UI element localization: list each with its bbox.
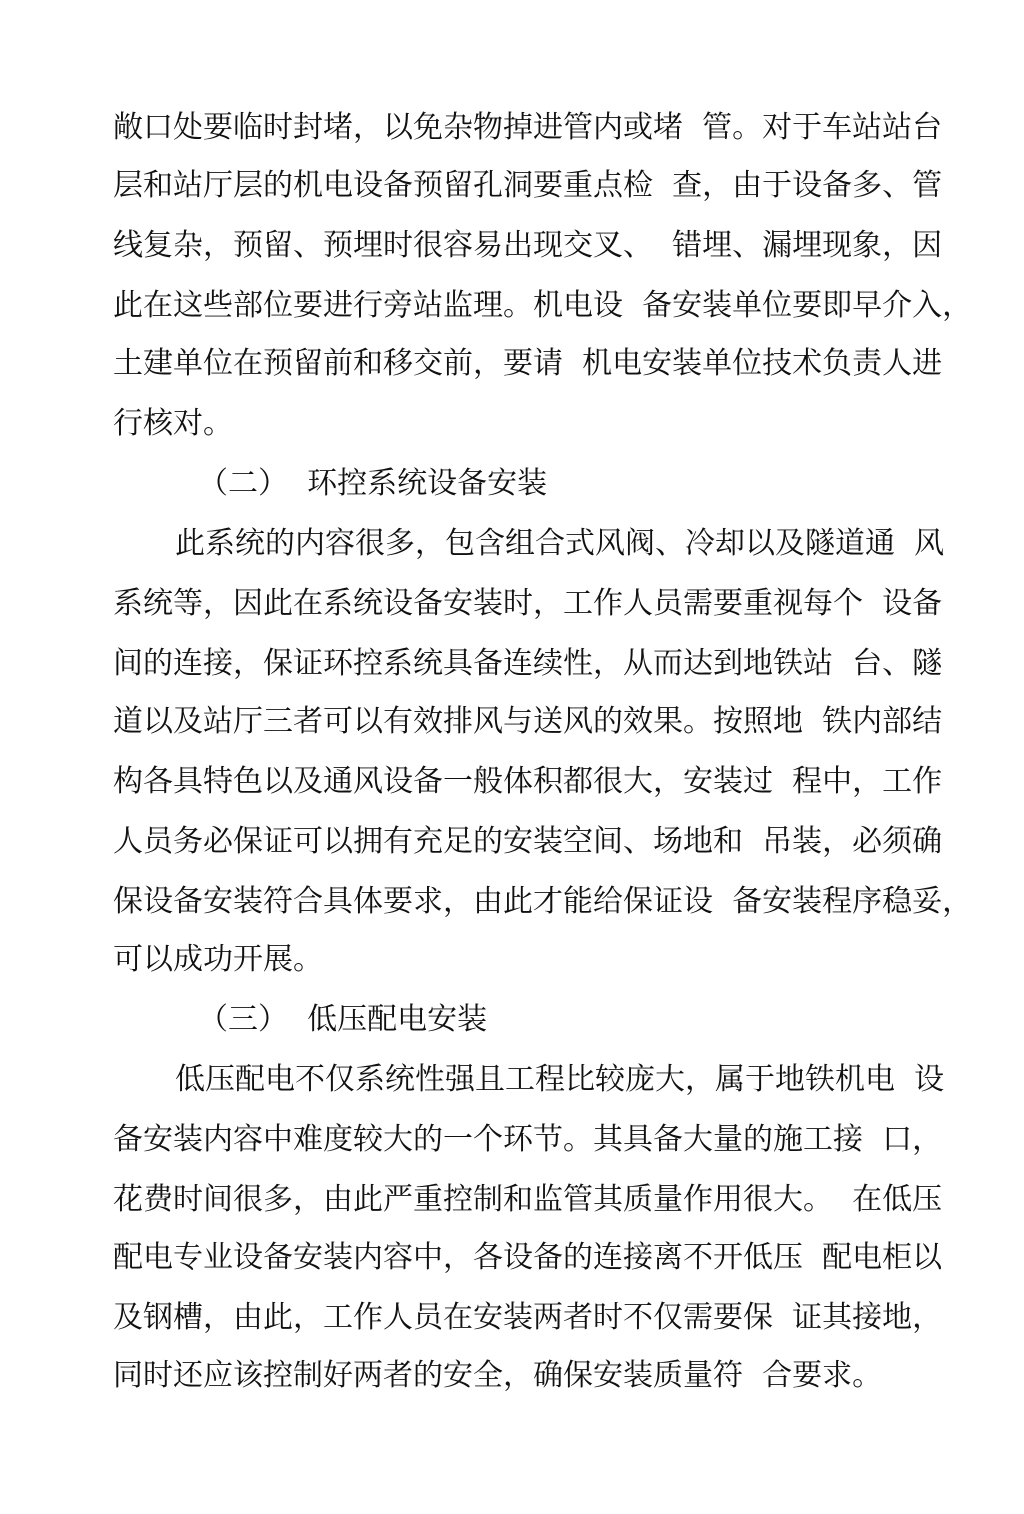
text-line-15: 可以成功开展。 [113,942,323,977]
section-heading-2: （二） 环控系统设备安装 [198,466,548,501]
text-line-10: 间的连接，保证环控系统具备连续性，从而达到地铁站 台、隧 [113,646,943,681]
text-line-17: 低压配电不仅系统性强且工程比较庞大，属于地铁机电 设 [175,1062,945,1097]
text-line-21: 及钢槽，由此，工作人员在安装两者时不仅需要保 证其接地， [113,1300,943,1335]
text-line-20: 配电专业设备安装内容中，各设备的连接离不开低压 配电柜以 [113,1240,943,1275]
text-line-11: 道以及站厅三者可以有效排风与送风的效果。按照地 铁内部结 [113,704,943,739]
text-line-5: 土建单位在预留前和移交前，要请 机电安装单位技术负责人进 [113,346,943,381]
text-line-9: 系统等，因此在系统设备安装时，工作人员需要重视每个 设备 [113,586,943,621]
text-line-13: 人员务必保证可以拥有充足的安装空间、场地和 吊装，必须确 [113,824,943,859]
text-line-4: 此在这些部位要进行旁站监理。机电设 备安装单位要即早介入， [113,288,973,323]
text-line-2: 层和站厅层的机电设备预留孔洞要重点检 查，由于设备多、管 [113,168,943,203]
text-line-3: 线复杂，预留、预埋时很容易出现交叉、 错埋、漏埋现象，因 [113,228,943,263]
text-line-22: 同时还应该控制好两者的安全，确保安装质量符 合要求。 [113,1358,883,1393]
section-heading-3: （三） 低压配电安装 [198,1002,488,1037]
text-line-6: 行核对。 [113,406,233,441]
text-line-8: 此系统的内容很多，包含组合式风阀、冷却以及隧道通 风 [175,526,945,561]
text-line-14: 保设备安装符合具体要求，由此才能给保证设 备安装程序稳妥， [113,884,973,919]
text-line-19: 花费时间很多，由此严重控制和监管其质量作用很大。 在低压 [113,1182,943,1217]
text-line-18: 备安装内容中难度较大的一个环节。其具备大量的施工接 口， [113,1122,943,1157]
text-line-12: 构各具特色以及通风设备一般体积都很大，安装过 程中，工作 [113,764,943,799]
text-line-1: 敞口处要临时封堵，以免杂物掉进管内或堵 管。对于车站站台 [113,110,943,145]
